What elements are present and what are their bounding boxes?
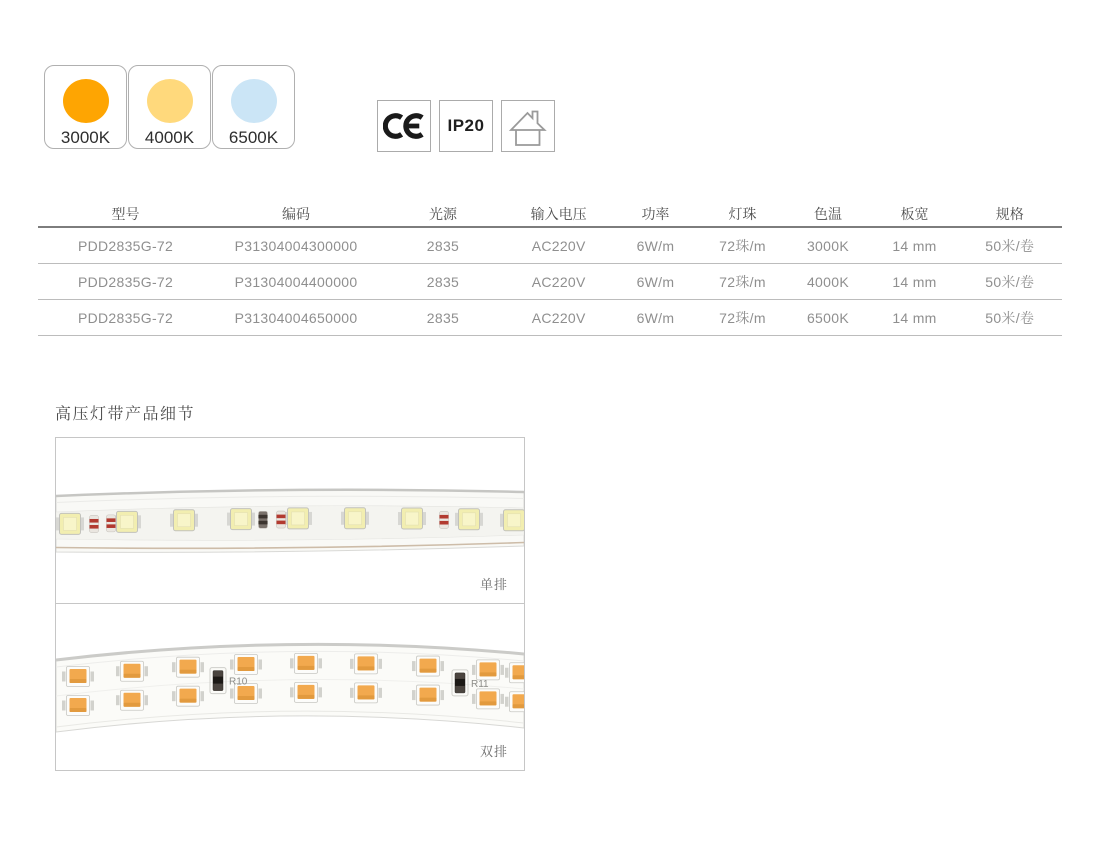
swatch-circle-4000k [147, 79, 193, 123]
ce-mark-icon [383, 109, 425, 143]
table-cell: AC220V [531, 273, 586, 290]
ip20-box [439, 100, 493, 152]
swatch-label: 6500K [228, 128, 279, 147]
table-cell: 50米/卷 [985, 273, 1035, 290]
double-row-label: 双排 [479, 744, 508, 759]
table-header-cell: 型号 [111, 206, 140, 222]
svg-text:R10: R10 [229, 676, 248, 688]
table-cell: 72珠/m [719, 273, 766, 290]
swatch-6500k [212, 65, 295, 149]
swatch-circle-3000k [63, 79, 109, 123]
double-row-cell [56, 603, 524, 770]
table-cell: 50米/卷 [985, 309, 1035, 326]
table-cell: P31304004400000 [234, 273, 358, 290]
svg-text:R11: R11 [471, 678, 489, 690]
table-cell: 72珠/m [719, 309, 766, 326]
table-cell: 4000K [806, 273, 849, 290]
table-cell: P31304004650000 [234, 309, 358, 326]
table-cell: 14 mm [892, 309, 937, 326]
double-row-strip-photo [56, 604, 524, 754]
table-cell: 2835 [426, 237, 460, 254]
product-detail-box [55, 437, 525, 771]
table-header-cell: 输入电压 [530, 206, 587, 222]
color-temperature-swatches [44, 65, 296, 149]
table-cell: AC220V [531, 309, 586, 326]
table-cell: 2835 [426, 309, 460, 326]
table-cell: AC220V [531, 237, 586, 254]
swatch-circle-6500k [231, 79, 277, 123]
swatch-4000k [128, 65, 211, 149]
table-cell: PDD2835G-72 [77, 273, 174, 290]
swatch-3000k [44, 65, 127, 149]
table-header-cell: 灯珠 [728, 206, 757, 222]
table-row [38, 300, 1062, 336]
table-header-cell: 板宽 [900, 206, 929, 222]
details-heading: 高压灯带产品细节 [55, 406, 196, 423]
table-cell: 3000K [806, 237, 849, 254]
ip20-label: IP20 [447, 116, 485, 135]
house-icon [506, 104, 550, 148]
single-row-cell [56, 438, 524, 603]
indoor-use-box [501, 100, 555, 152]
table-cell: 2835 [426, 273, 460, 290]
table-cell: 6W/m [636, 237, 675, 254]
table-cell: PDD2835G-72 [77, 237, 174, 254]
table-cell: 14 mm [892, 237, 937, 254]
table-cell: P31304004300000 [234, 237, 358, 254]
table-cell: 6W/m [636, 273, 675, 290]
table-row [38, 228, 1062, 264]
table-cell: 14 mm [892, 273, 937, 290]
table-header-cell: 色温 [813, 206, 842, 222]
single-row-label: 单排 [479, 577, 508, 592]
table-header-cell: 编码 [282, 206, 311, 222]
table-cell: PDD2835G-72 [77, 309, 174, 326]
table-cell: 6W/m [636, 309, 675, 326]
table-cell: 6500K [806, 309, 849, 326]
table-cell: 72珠/m [719, 237, 766, 254]
swatch-label: 3000K [60, 128, 111, 147]
table-body [38, 228, 1062, 336]
table-header-cell: 规格 [995, 206, 1024, 222]
single-row-strip-photo [56, 438, 524, 563]
table-cell: 50米/卷 [985, 237, 1035, 254]
spec-table [38, 202, 1062, 336]
table-header-row [38, 202, 1062, 228]
certification-icons [377, 100, 555, 152]
table-header-cell: 功率 [641, 206, 670, 222]
table-header-cell: 光源 [428, 206, 457, 222]
swatch-label: 4000K [144, 128, 195, 147]
ce-mark-box [377, 100, 431, 152]
table-row [38, 264, 1062, 300]
